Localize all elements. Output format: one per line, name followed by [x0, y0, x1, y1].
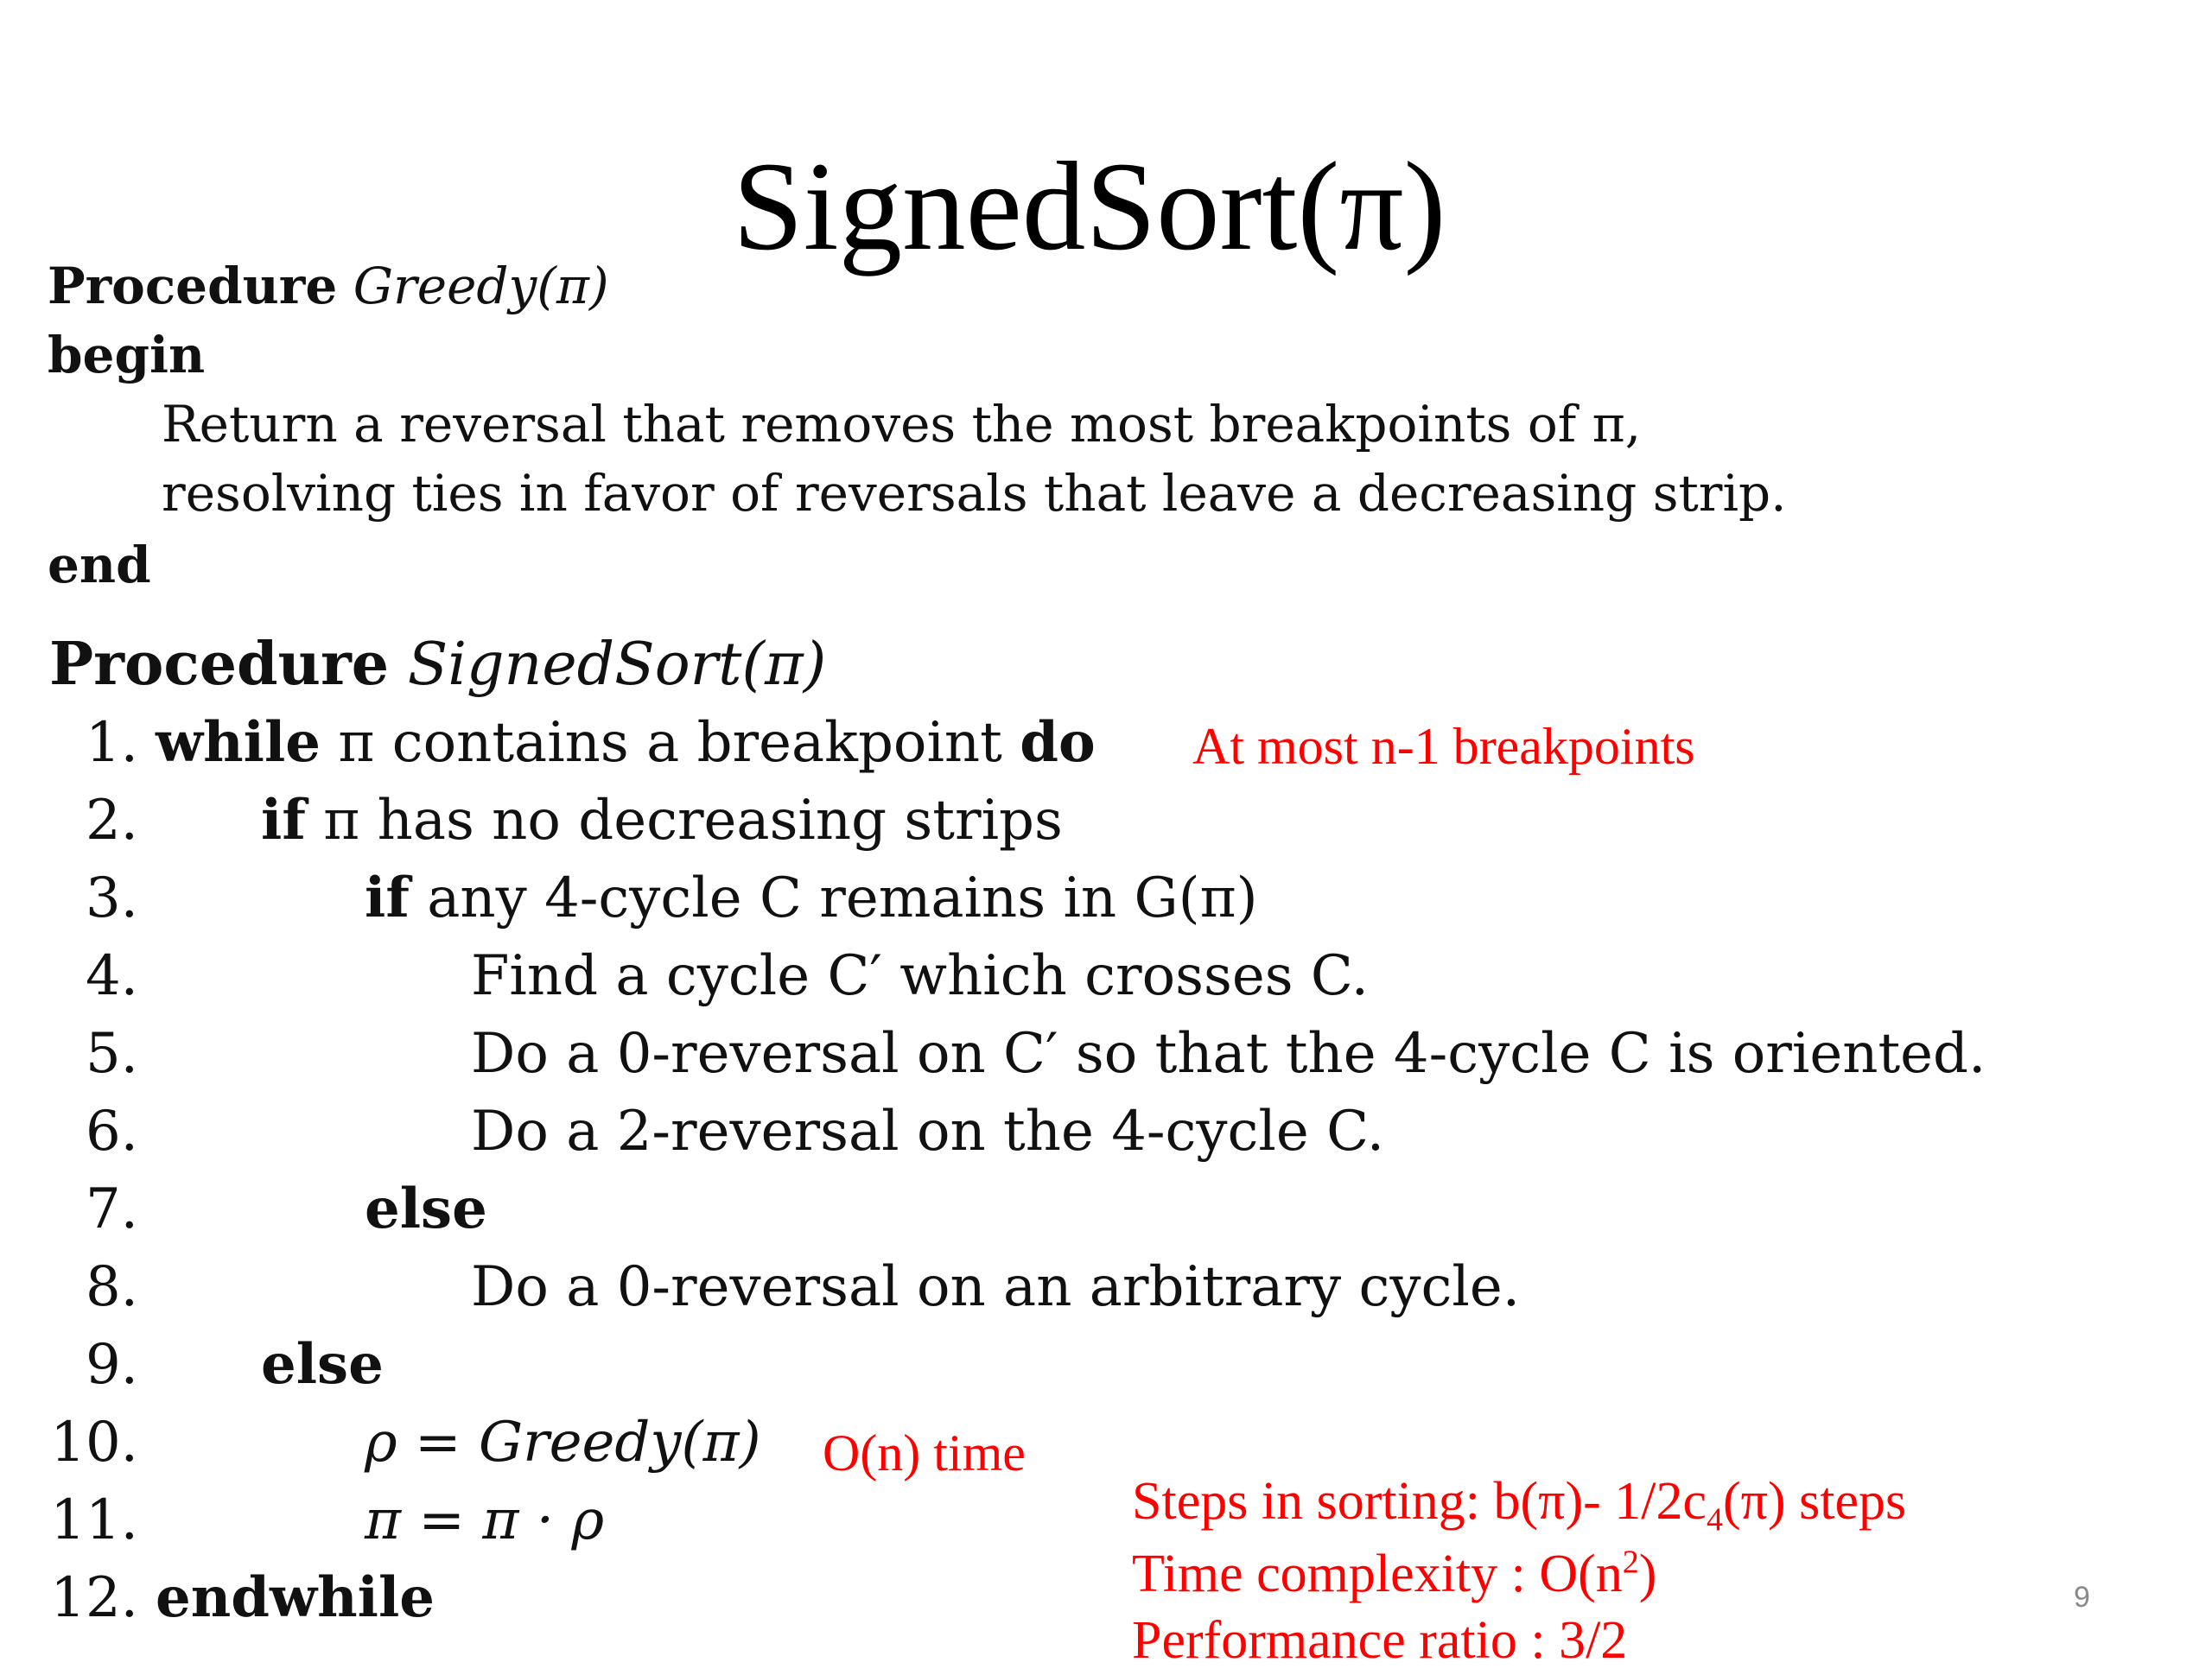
line-content: if π has no decreasing strips [261, 788, 1063, 853]
line-number: 3. [85, 866, 138, 930]
line-number: 11. [50, 1488, 138, 1552]
line-number: 5. [85, 1022, 138, 1086]
line-content: Do a 0-reversal on C′ so that the 4-cycle C is oriented. [471, 1022, 1986, 1086]
page-number: 9 [2074, 1581, 2090, 1614]
greedy-header [48, 257, 609, 315]
annotation-breakpoints: At most n-1 breakpoints [1192, 718, 1695, 775]
signedsort-procedure-keyword: Procedure [49, 630, 390, 699]
line-number: 12. [50, 1566, 138, 1630]
line-number: 9. [85, 1333, 138, 1397]
greedy-procedure-name: Greedy(π) [353, 257, 609, 315]
line-number: 2. [85, 789, 138, 853]
line-content: if any 4-cycle C remains in G(π) [365, 866, 1258, 930]
line-content: π = π · ρ [365, 1488, 605, 1552]
line-content: Do a 0-reversal on an arbitrary cycle. [471, 1255, 1521, 1319]
line-content: endwhile [156, 1565, 435, 1630]
annotation-ratio: Performance ratio : 3/2 [1132, 1611, 1628, 1671]
line-number: 4. [85, 944, 138, 1008]
greedy-body-line1: Return a reversal that removes the most breakpoints of π, [162, 395, 1642, 454]
signedsort-header [49, 630, 827, 699]
line-content: while π contains a breakpoint do [156, 710, 1096, 775]
greedy-body-line2: resolving ties in favor of reversals that leave a decreasing strip. [162, 464, 1787, 523]
greedy-procedure-keyword: Procedure [48, 257, 338, 315]
line-content: else [261, 1332, 384, 1397]
line-content: Find a cycle C′ which crosses C. [471, 944, 1369, 1008]
line-content: else [365, 1177, 487, 1241]
line-number: 7. [85, 1177, 138, 1241]
greedy-end: end [48, 536, 151, 594]
line-number: 6. [85, 1100, 138, 1164]
annotation-greedy-time: O(n) time [823, 1424, 1026, 1481]
line-content: Do a 2-reversal on the 4-cycle C. [471, 1100, 1385, 1164]
line-number: 8. [85, 1255, 138, 1319]
line-number: 10. [50, 1411, 138, 1475]
signedsort-procedure-name: SignedSort(π) [407, 631, 827, 699]
line-number: 1. [85, 711, 138, 775]
line-content: ρ = Greedy(π) [365, 1411, 761, 1475]
annotation-steps: Steps in sorting: b(π)- $1/2c_4(\pi)$ steps [1132, 1472, 1907, 1539]
annotation-summary [1132, 1469, 1906, 1675]
slide-title: SignedSort(π) [733, 136, 1446, 276]
annotation-complexity: Time complexity : $O(n^2)$ [1132, 1544, 1657, 1603]
greedy-begin: begin [48, 326, 206, 384]
